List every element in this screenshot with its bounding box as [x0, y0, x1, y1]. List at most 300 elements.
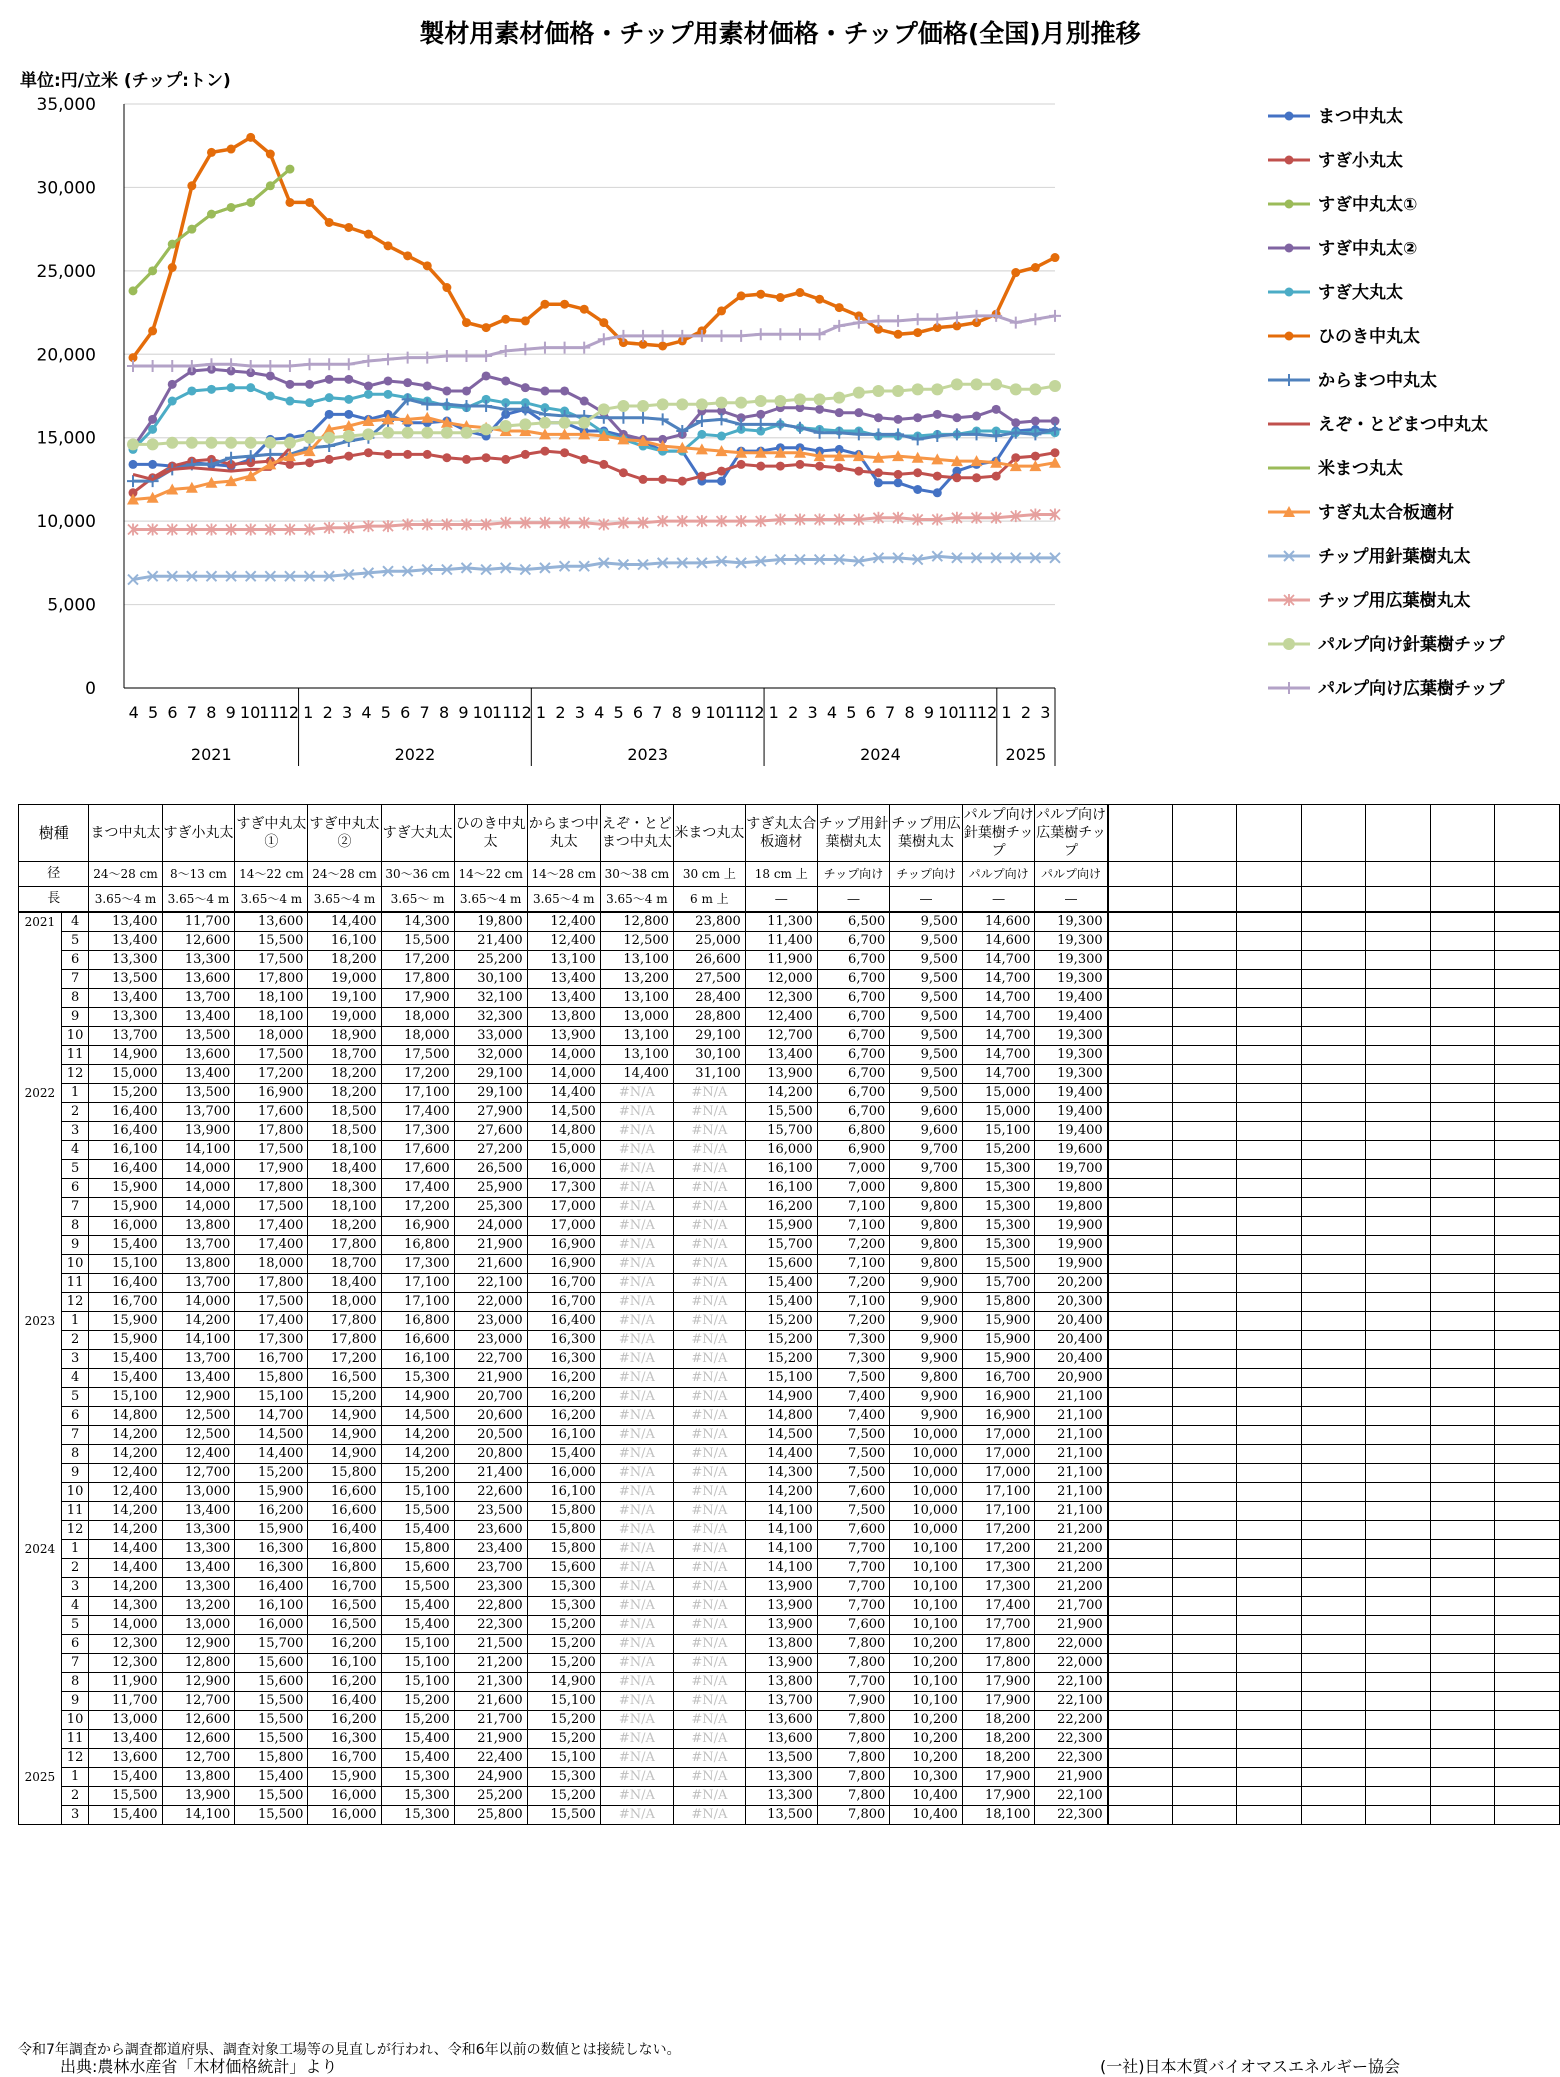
price-cell: 15,200	[381, 1711, 454, 1730]
empty-cell	[1237, 1350, 1302, 1369]
price-cell: 14,700	[962, 1065, 1035, 1084]
year-cell	[19, 1749, 62, 1768]
empty-cell	[1430, 912, 1495, 932]
price-cell: #N/A	[673, 1540, 745, 1559]
price-cell: #N/A	[600, 1559, 673, 1578]
price-cell: 28,400	[673, 989, 745, 1008]
price-cell: 6,900	[817, 1141, 890, 1160]
price-cell: 16,400	[89, 1122, 162, 1141]
data-point	[774, 395, 786, 407]
empty-cell	[1366, 1255, 1431, 1274]
price-cell: 14,000	[162, 1160, 235, 1179]
empty-cell	[1108, 1616, 1173, 1635]
price-cell: 13,400	[745, 1046, 817, 1065]
empty-cell	[1237, 1065, 1302, 1084]
price-cell: 15,100	[745, 1369, 817, 1388]
price-cell: #N/A	[673, 1502, 745, 1521]
price-cell: 14,700	[962, 1008, 1035, 1027]
price-cell: 15,900	[89, 1179, 162, 1198]
price-cell: 7,100	[817, 1198, 890, 1217]
empty-cell	[1495, 1255, 1560, 1274]
data-point	[305, 198, 314, 207]
data-point	[737, 460, 746, 469]
price-cell: 15,100	[962, 1122, 1035, 1141]
empty-cell	[1366, 1160, 1431, 1179]
empty-cell	[1366, 1787, 1431, 1806]
price-cell: 15,200	[527, 1616, 600, 1635]
price-cell: 15,200	[527, 1711, 600, 1730]
empty-cell	[1366, 989, 1431, 1008]
price-cell: 7,800	[817, 1787, 890, 1806]
price-cell: 15,400	[89, 1350, 162, 1369]
empty-cell	[1301, 1255, 1366, 1274]
price-cell: 17,800	[962, 1635, 1035, 1654]
month-cell: 8	[61, 1445, 89, 1464]
data-point	[599, 460, 608, 469]
price-cell: 13,000	[162, 1483, 235, 1502]
length-cell: ―	[1035, 887, 1108, 913]
price-cell: #N/A	[600, 1198, 673, 1217]
price-cell: 15,700	[745, 1122, 817, 1141]
empty-cell	[1237, 1578, 1302, 1597]
data-point	[874, 478, 883, 487]
empty-cell	[1237, 1445, 1302, 1464]
price-cell: 12,900	[162, 1388, 235, 1407]
month-cell: 10	[61, 1483, 89, 1502]
year-cell	[19, 1179, 62, 1198]
price-cell: 14,500	[381, 1407, 454, 1426]
price-cell: 13,900	[745, 1616, 817, 1635]
data-point	[912, 313, 924, 325]
price-cell: 18,200	[962, 1749, 1035, 1768]
data-point	[441, 398, 453, 410]
empty-cell	[1172, 1426, 1237, 1445]
price-cell: 16,600	[308, 1483, 381, 1502]
month-cell: 11	[61, 1046, 89, 1065]
price-cell: 14,600	[962, 932, 1035, 951]
price-cell: 19,300	[1035, 970, 1108, 989]
empty-cell	[1172, 1312, 1237, 1331]
price-cell: 14,100	[162, 1331, 235, 1350]
price-cell: 14,400	[600, 1065, 673, 1084]
price-cell: #N/A	[600, 1654, 673, 1673]
price-cell: #N/A	[673, 1749, 745, 1768]
price-cell: 14,700	[235, 1407, 308, 1426]
data-point	[148, 460, 157, 469]
empty-cell	[1301, 1160, 1366, 1179]
empty-cell	[1301, 1597, 1366, 1616]
year-cell: 2023	[19, 1312, 62, 1331]
data-point	[442, 386, 451, 395]
price-cell: 21,100	[1035, 1388, 1108, 1407]
price-cell: 15,300	[381, 1787, 454, 1806]
price-cell: 19,800	[1035, 1198, 1108, 1217]
empty-cell	[1301, 1673, 1366, 1692]
empty-cell	[1366, 1122, 1431, 1141]
price-cell: 11,700	[162, 912, 235, 932]
month-cell: 1	[61, 1768, 89, 1787]
data-point	[245, 360, 257, 372]
price-cell: 21,400	[454, 932, 527, 951]
column-header: すぎ大丸太	[381, 805, 454, 862]
price-cell: 15,400	[381, 1616, 454, 1635]
data-point	[560, 448, 569, 457]
price-cell: 12,400	[527, 932, 600, 951]
price-cell: 15,900	[962, 1312, 1035, 1331]
price-cell: #N/A	[673, 1141, 745, 1160]
data-point	[617, 412, 629, 424]
price-cell: 18,200	[308, 951, 381, 970]
price-cell: 15,500	[235, 1692, 308, 1711]
data-point	[619, 468, 628, 477]
price-cell: 17,300	[381, 1122, 454, 1141]
price-cell: 18,000	[381, 1008, 454, 1027]
empty-cell	[1366, 805, 1431, 862]
empty-cell	[1108, 1084, 1173, 1103]
price-cell: 10,000	[890, 1483, 963, 1502]
price-cell: 15,500	[527, 1806, 600, 1825]
data-point	[637, 412, 649, 424]
price-cell: #N/A	[673, 1369, 745, 1388]
price-cell: 17,800	[308, 1236, 381, 1255]
price-cell: 10,100	[890, 1673, 963, 1692]
data-point	[285, 198, 294, 207]
price-cell: 16,800	[381, 1236, 454, 1255]
price-cell: 13,400	[527, 970, 600, 989]
data-point	[833, 320, 845, 332]
length-cell: 6 m 上	[673, 887, 745, 913]
price-cell: 23,400	[454, 1540, 527, 1559]
price-cell: 7,400	[817, 1388, 890, 1407]
empty-cell	[1237, 1730, 1302, 1749]
price-cell: 14,300	[89, 1597, 162, 1616]
empty-cell	[1172, 1806, 1237, 1825]
price-cell: 10,100	[890, 1692, 963, 1711]
price-cell: #N/A	[673, 1426, 745, 1445]
price-cell: 9,800	[890, 1255, 963, 1274]
year-cell	[19, 1502, 62, 1521]
price-cell: 6,700	[817, 932, 890, 951]
diameter-cell: 24～28 cm	[89, 862, 162, 887]
y-tick-label: 0	[85, 679, 96, 699]
price-cell: 19,800	[1035, 1179, 1108, 1198]
legend-item	[1268, 150, 1403, 171]
price-cell: 15,400	[235, 1768, 308, 1787]
empty-cell	[1430, 951, 1495, 970]
price-cell: #N/A	[600, 1141, 673, 1160]
empty-cell	[1172, 862, 1237, 887]
data-point	[500, 345, 512, 357]
empty-cell	[1237, 1160, 1302, 1179]
data-point	[323, 432, 335, 444]
data-point	[990, 378, 1002, 390]
price-cell: 22,300	[1035, 1730, 1108, 1749]
empty-cell	[1430, 1255, 1495, 1274]
length-cell: 3.65～4 m	[89, 887, 162, 913]
data-point	[1031, 263, 1040, 272]
empty-cell	[1495, 1502, 1560, 1521]
price-cell: 14,900	[308, 1426, 381, 1445]
price-cell: 23,500	[454, 1502, 527, 1521]
price-cell: #N/A	[673, 1084, 745, 1103]
empty-cell	[1430, 932, 1495, 951]
data-point	[441, 427, 453, 439]
price-cell: 13,200	[600, 970, 673, 989]
price-cell: 14,900	[745, 1388, 817, 1407]
data-point	[658, 341, 667, 350]
price-cell: 13,400	[89, 932, 162, 951]
price-cell: 18,000	[308, 1293, 381, 1312]
price-cell: 18,700	[308, 1046, 381, 1065]
empty-cell	[1172, 1673, 1237, 1692]
price-cell: 13,400	[89, 1730, 162, 1749]
price-cell: 15,100	[381, 1673, 454, 1692]
data-point	[833, 392, 845, 404]
price-cell: #N/A	[600, 1122, 673, 1141]
price-cell: 22,000	[1035, 1635, 1108, 1654]
price-cell: 7,100	[817, 1217, 890, 1236]
price-cell: 17,100	[381, 1084, 454, 1103]
empty-cell	[1301, 1521, 1366, 1540]
y-tick-label: 5,000	[47, 595, 96, 616]
empty-cell	[1366, 1217, 1431, 1236]
header-diameter-label: 径	[19, 862, 89, 887]
data-point	[148, 425, 157, 434]
price-cell: #N/A	[673, 1635, 745, 1654]
price-cell: #N/A	[600, 1768, 673, 1787]
empty-cell	[1172, 1141, 1237, 1160]
price-cell: #N/A	[600, 1255, 673, 1274]
empty-cell	[1108, 1274, 1173, 1293]
price-cell: 15,600	[235, 1654, 308, 1673]
price-cell: 14,100	[162, 1806, 235, 1825]
x-tick-label: 1	[303, 703, 314, 722]
price-cell: 17,000	[527, 1198, 600, 1217]
price-cell: 15,900	[235, 1521, 308, 1540]
length-cell: 3.65～ m	[381, 887, 454, 913]
empty-cell	[1366, 1198, 1431, 1217]
price-cell: 10,100	[890, 1540, 963, 1559]
empty-cell	[1237, 1274, 1302, 1293]
column-header: パルプ向け広葉樹チップ	[1035, 805, 1108, 862]
data-point	[187, 181, 196, 190]
empty-cell	[1495, 951, 1560, 970]
x-tick-label: 8	[671, 703, 682, 722]
empty-cell	[1237, 1616, 1302, 1635]
year-cell	[19, 1008, 62, 1027]
x-tick-label: 10	[705, 703, 726, 722]
price-cell: 13,000	[89, 1711, 162, 1730]
data-point	[285, 460, 294, 469]
price-cell: 15,400	[89, 1369, 162, 1388]
legend-label: パルプ向け針葉樹チップ	[1318, 635, 1505, 655]
empty-cell	[1495, 1312, 1560, 1331]
price-cell: 20,400	[1035, 1350, 1108, 1369]
price-cell: 33,000	[454, 1027, 527, 1046]
price-cell: 13,100	[600, 1046, 673, 1065]
empty-cell	[1172, 1749, 1237, 1768]
diameter-cell: 14～22 cm	[454, 862, 527, 887]
price-cell: 15,500	[235, 1806, 308, 1825]
empty-cell	[1108, 862, 1173, 887]
empty-cell	[1366, 1464, 1431, 1483]
x-tick-label: 1	[768, 703, 779, 722]
price-cell: #N/A	[600, 1103, 673, 1122]
price-cell: 17,500	[235, 1141, 308, 1160]
empty-cell	[1172, 1730, 1237, 1749]
price-cell: 16,900	[381, 1217, 454, 1236]
price-cell: 17,100	[381, 1274, 454, 1293]
price-cell: 20,800	[454, 1445, 527, 1464]
empty-cell	[1495, 1464, 1560, 1483]
price-cell: 19,900	[1035, 1236, 1108, 1255]
data-point	[560, 300, 569, 309]
price-cell: 7,800	[817, 1711, 890, 1730]
x-tick-label: 9	[923, 703, 935, 722]
price-cell: 7,300	[817, 1350, 890, 1369]
empty-cell	[1495, 805, 1560, 862]
price-cell: 14,000	[162, 1293, 235, 1312]
data-point	[599, 318, 608, 327]
empty-cell	[1430, 1464, 1495, 1483]
empty-cell	[1301, 1559, 1366, 1578]
empty-cell	[1366, 1027, 1431, 1046]
empty-cell	[1495, 1027, 1560, 1046]
data-point	[500, 420, 512, 432]
price-cell: 16,400	[308, 1521, 381, 1540]
data-point	[442, 283, 451, 292]
column-header: すぎ小丸太	[162, 805, 235, 862]
empty-cell	[1172, 1597, 1237, 1616]
empty-cell	[1366, 1521, 1431, 1540]
empty-cell	[1366, 1065, 1431, 1084]
empty-cell	[1108, 1578, 1173, 1597]
series-すぎ中丸太①	[129, 165, 295, 296]
price-cell: 15,800	[527, 1540, 600, 1559]
empty-cell	[1366, 1483, 1431, 1502]
price-cell: 13,800	[162, 1768, 235, 1787]
empty-cell	[1430, 1635, 1495, 1654]
price-cell: 7,500	[817, 1369, 890, 1388]
legend-label: えぞ・とどまつ中丸太	[1318, 415, 1488, 435]
empty-cell	[1237, 989, 1302, 1008]
price-cell: 7,700	[817, 1597, 890, 1616]
price-cell: 14,800	[89, 1407, 162, 1426]
price-cell: 16,100	[745, 1179, 817, 1198]
empty-cell	[1430, 1445, 1495, 1464]
price-cell: 14,000	[162, 1198, 235, 1217]
price-cell: #N/A	[673, 1445, 745, 1464]
legend-label: 米まつ丸太	[1318, 459, 1403, 479]
empty-cell	[1366, 1084, 1431, 1103]
x-tick-label: 1	[1001, 703, 1012, 722]
empty-cell	[1495, 1084, 1560, 1103]
x-tick-label: 6	[632, 703, 644, 722]
data-point	[187, 386, 196, 395]
empty-cell	[1172, 1502, 1237, 1521]
length-cell: 3.65～4 m	[235, 887, 308, 913]
data-point	[951, 428, 963, 440]
price-cell: 15,800	[527, 1521, 600, 1540]
price-cell: 22,300	[1035, 1806, 1108, 1825]
price-cell: 13,500	[745, 1806, 817, 1825]
y-tick-label: 35,000	[36, 95, 96, 115]
empty-cell	[1108, 1179, 1173, 1198]
month-cell: 10	[61, 1027, 89, 1046]
empty-cell	[1237, 1084, 1302, 1103]
price-cell: 15,900	[235, 1483, 308, 1502]
price-cell: 32,100	[454, 989, 527, 1008]
price-cell: 15,800	[235, 1749, 308, 1768]
month-cell: 7	[61, 1198, 89, 1217]
x-tick-label: 8	[904, 703, 915, 722]
data-point	[678, 477, 687, 486]
price-cell: #N/A	[600, 1217, 673, 1236]
x-tick-label: 3	[807, 703, 818, 722]
legend-item	[1268, 238, 1417, 259]
price-cell: 9,900	[890, 1388, 963, 1407]
data-point	[166, 360, 178, 372]
data-point	[835, 303, 844, 312]
empty-cell	[1237, 1540, 1302, 1559]
empty-cell	[1237, 1236, 1302, 1255]
empty-cell	[1495, 1274, 1560, 1293]
empty-cell	[1172, 1255, 1237, 1274]
empty-cell	[1108, 1787, 1173, 1806]
empty-cell	[1108, 1521, 1173, 1540]
price-cell: 15,400	[527, 1445, 600, 1464]
empty-cell	[1108, 1312, 1173, 1331]
price-cell: #N/A	[600, 1502, 673, 1521]
data-point	[913, 328, 922, 337]
empty-cell	[1172, 1179, 1237, 1198]
empty-cell	[1108, 1008, 1173, 1027]
price-cell: #N/A	[600, 1274, 673, 1293]
empty-cell	[1237, 1027, 1302, 1046]
price-cell: 20,900	[1035, 1369, 1108, 1388]
year-cell	[19, 1046, 62, 1065]
price-cell: 23,000	[454, 1312, 527, 1331]
price-cell: 23,600	[454, 1521, 527, 1540]
legend-item	[1268, 546, 1471, 567]
price-cell: 14,400	[235, 1445, 308, 1464]
price-cell: 10,200	[890, 1635, 963, 1654]
empty-cell	[1495, 862, 1560, 887]
data-point	[501, 376, 510, 385]
price-cell: 13,900	[745, 1654, 817, 1673]
empty-cell	[1108, 887, 1173, 913]
data-point	[559, 417, 571, 429]
x-tick-label: 2	[788, 703, 799, 722]
empty-cell	[1495, 1787, 1560, 1806]
price-cell: 12,400	[745, 1008, 817, 1027]
data-point	[1283, 682, 1295, 694]
price-cell: 13,100	[600, 1027, 673, 1046]
length-cell: 3.65～4 m	[527, 887, 600, 913]
price-cell: 10,200	[890, 1654, 963, 1673]
empty-cell	[1495, 1540, 1560, 1559]
price-cell: 21,900	[454, 1236, 527, 1255]
month-cell: 5	[61, 932, 89, 951]
price-cell: #N/A	[673, 1483, 745, 1502]
price-cell: 9,900	[890, 1293, 963, 1312]
price-cell: 13,300	[162, 1521, 235, 1540]
data-point	[362, 355, 374, 367]
price-cell: #N/A	[600, 1578, 673, 1597]
data-point	[227, 383, 236, 392]
price-cell: 17,500	[235, 1198, 308, 1217]
year-cell	[19, 1616, 62, 1635]
